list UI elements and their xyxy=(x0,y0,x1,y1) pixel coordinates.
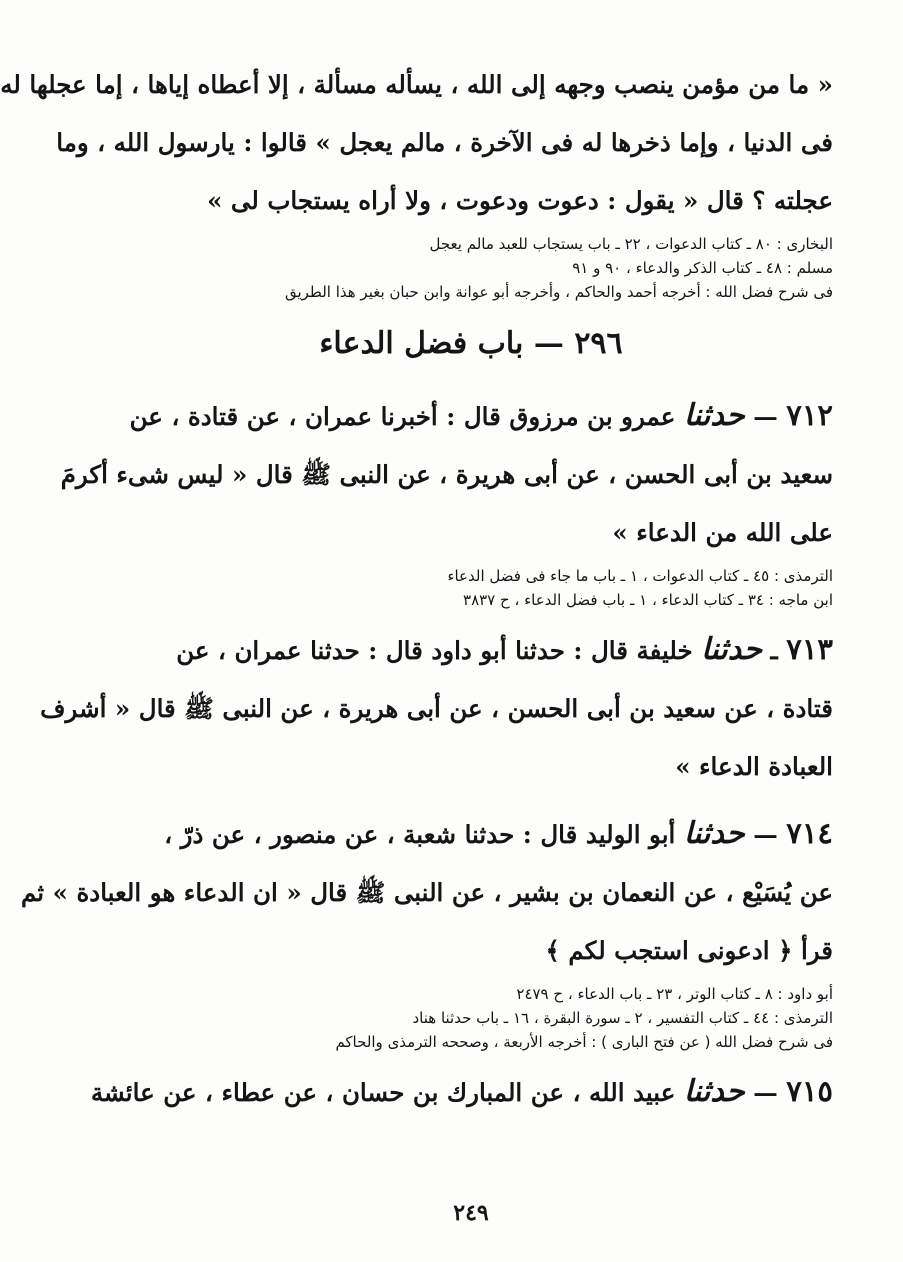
hadith-dash: — xyxy=(753,820,778,849)
text-line: فى الدنيا ، وإما ذخرها له فى الآخرة ، مالم يعجل » قالوا : يارسول الله ، وما xyxy=(56,128,833,157)
text-segment: أبو الوليد قال : حدثنا شعبة ، عن منصور ، عن ذرّ ، xyxy=(164,820,676,849)
hadith-714 xyxy=(20,804,833,980)
hadith-number: ٧١٢ xyxy=(786,398,833,432)
chapter-title: فضل الدعاء xyxy=(319,326,468,361)
text-line: عن يُسَيْع ، عن النعمان بن بشير ، عن النبى ﷺ قال « ان الدعاء هو العبادة » ثم xyxy=(20,878,833,907)
hadith-714-references xyxy=(109,982,833,1054)
hadith-713 xyxy=(40,620,833,796)
chapter-bab: باب xyxy=(477,326,524,361)
hadith-number: ٧١٥ xyxy=(786,1074,833,1108)
reference-line: البخارى : ٨٠ ـ كتاب الدعوات ، ٢٢ ـ باب يستجاب للعبد مالم يعجل xyxy=(429,235,833,253)
haddathana-word: حدثنا xyxy=(701,632,763,667)
chapter-heading xyxy=(109,312,833,376)
intro-references xyxy=(109,232,833,304)
haddathana-word: حدثنا xyxy=(683,398,745,433)
hadith-dash: — xyxy=(753,402,778,431)
text-line: قرأ ﴿ ادعونى استجب لكم ﴾ xyxy=(545,936,833,965)
text-line: سعيد بن أبى الحسن ، عن أبى هريرة ، عن النبى ﷺ قال « ليس شىء أكرمَ xyxy=(60,460,833,489)
haddathana-word: حدثنا xyxy=(683,1074,745,1109)
reference-line: فى شرح فضل الله ( عن فتح البارى ) : أخرجه الأربعة ، وصححه الترمذى والحاكم xyxy=(335,1033,833,1051)
hadith-712 xyxy=(60,386,833,562)
text-segment: عبيد الله ، عن المبارك بن حسان ، عن عطاء ، عن عائشة xyxy=(90,1078,676,1107)
hadith-first-line xyxy=(109,804,833,864)
haddathana-word: حدثنا xyxy=(683,816,745,851)
reference-line: فى شرح فضل الله : أخرجه أحمد والحاكم ، وأخرجه أبو عوانة وابن حبان بغير هذا الطريق xyxy=(284,283,833,301)
hadith-number: ٧١٣ xyxy=(786,632,833,666)
hadith-first-line xyxy=(90,1062,833,1122)
hadith-dash: — xyxy=(753,1078,778,1107)
reference-line: أبو داود : ٨ ـ كتاب الوتر ، ٢٣ ـ باب الدعاء ، ح ٢٤٧٩ xyxy=(516,985,833,1003)
hadith-number: ٧١٤ xyxy=(786,816,833,850)
hadith-712-references xyxy=(109,564,833,612)
intro-hadith-text xyxy=(0,56,833,230)
hadith-715 xyxy=(90,1062,833,1122)
reference-line: الترمذى : ٤٤ ـ كتاب التفسير ، ٢ ـ سورة البقرة ، ١٦ ـ باب حدثنا هناد xyxy=(412,1009,833,1027)
hadith-first-line xyxy=(109,620,833,680)
chapter-number: ٢٩٦ xyxy=(574,326,623,361)
text-line: « ما من مؤمن ينصب وجهه إلى الله ، يسأله مسألة ، إلا أعطاه إياها ، إما عجلها له xyxy=(0,70,833,99)
hadith-first-line xyxy=(109,386,833,446)
chapter-separator: — xyxy=(533,326,564,361)
page-number: ٢٤٩ xyxy=(453,1200,489,1226)
reference-line: مسلم : ٤٨ ـ كتاب الذكر والدعاء ، ٩٠ و ٩١ xyxy=(572,259,833,277)
reference-line: ابن ماجه : ٣٤ ـ كتاب الدعاء ، ١ ـ باب فضل الدعاء ، ح ٣٨٣٧ xyxy=(463,591,833,609)
text-segment: خليفة قال : حدثنا أبو داود قال : حدثنا عمران ، عن xyxy=(176,636,693,665)
text-line: قتادة ، عن سعيد بن أبى الحسن ، عن أبى هريرة ، عن النبى ﷺ قال « أشرف xyxy=(40,694,833,723)
hadith-dash: ـ xyxy=(770,636,778,665)
text-line: عجلته ؟ قال « يقول : دعوت ودعوت ، ولا أراه يستجاب لى » xyxy=(207,186,833,215)
reference-line: الترمذى : ٤٥ ـ كتاب الدعوات ، ١ ـ باب ما جاء فى فضل الدعاء xyxy=(447,567,833,585)
text-segment: عمرو بن مرزوق قال : أخبرنا عمران ، عن قتادة ، عن xyxy=(129,402,676,431)
text-line: العبادة الدعاء » xyxy=(675,752,833,781)
text-line: على الله من الدعاء » xyxy=(612,518,833,547)
